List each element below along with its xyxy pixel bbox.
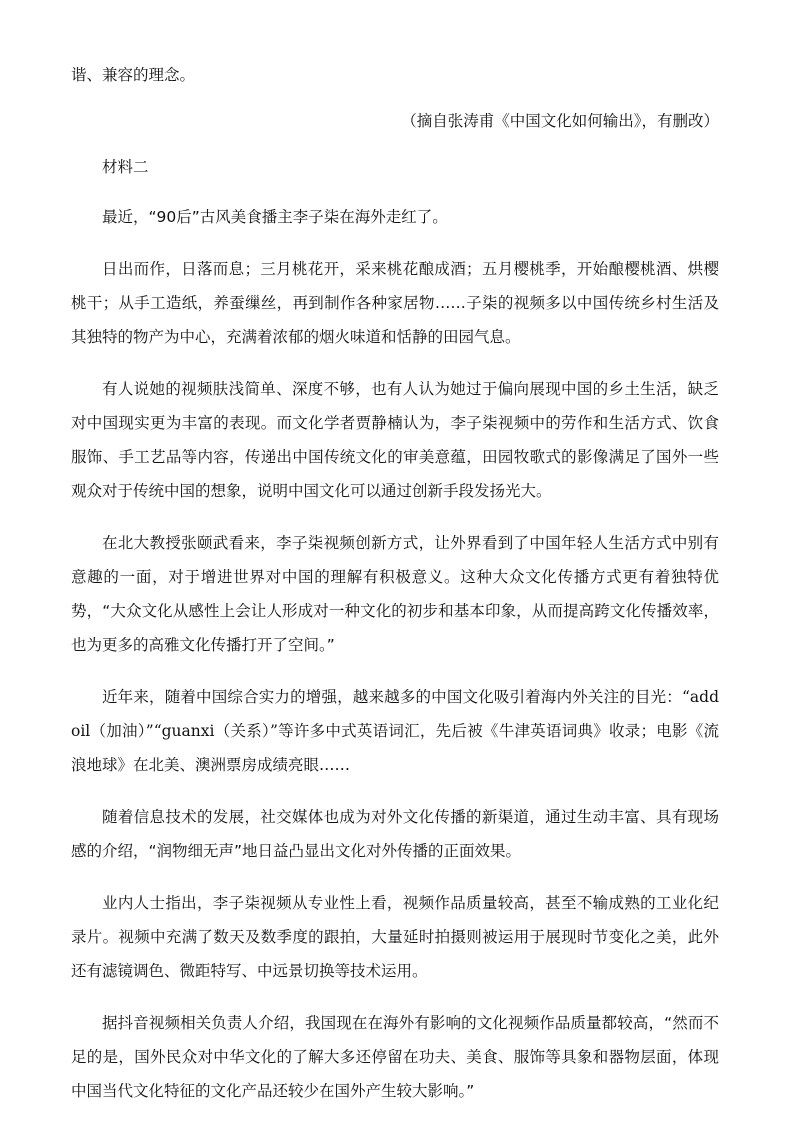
continuation-line: 谐、兼容的理念。 [71, 66, 196, 84]
paragraph-8: 据抖音视频相关负责人介绍，我国现在在海外有影响的文化视频作品质量都较高，“然而不足的是，国外民众对中华文化的了解大多还停留在功夫、美食、服饰等具象和器物层面，体现中国当代文化特征的文化产品还较少在国外产生较大影响。” [71, 1014, 719, 1100]
source-citation: （摘自张涛甫《中国文化如何输出》，有删改） [401, 112, 719, 130]
document-page [71, 58, 719, 1126]
paragraph-2: 日出而作，日落而息；三月桃花开，采来桃花酿成酒；五月樱桃季，开始酿樱桃酒、烘樱桃干；从手工造纸，养蚕缫丝，再到制作各种家居物……子柒的视频多以中国传统乡村生活及其独特的物产为中心，充满着浓郁的烟火味道和恬静的田园气息。 [71, 260, 719, 346]
section-title: 材料二 [102, 158, 149, 176]
paragraph-5: 近年来，随着中国综合实力的增强，越来越多的中国文化吸引着海内外关注的目光：“addoil（加油）”“guanxi（关系）”等许多中式英语词汇，先后被《牛津英语词典》收录；电影《流浪地球》在北美、澳洲票房成绩亮眼…… [71, 688, 719, 774]
paragraph-3: 有人说她的视频肤浅简单、深度不够，也有人认为她过于偏向展现中国的乡土生活，缺乏对中国现实更为丰富的表现。而文化学者贾静楠认为，李子柒视频中的劳作和生活方式、饮食服饰、手工艺品等内容，传递出中国传统文化的审美意蕴，田园牧歌式的影像满足了国外一些观众对于传统中国的想象，说明中国文化可以通过创新手段发扬光大。 [71, 380, 719, 500]
paragraph-1: 最近，“90后”古风美食播主李子柒在海外走红了。 [102, 208, 448, 226]
paragraph-7: 业内人士指出，李子柒视频从专业性上看，视频作品质量较高，甚至不输成熟的工业化纪录片。视频中充满了数天及数季度的跟拍，大量延时拍摄则被运用于展现时节变化之美，此外还有滤镜调色、微距特写、中远景切换等技术运用。 [71, 894, 719, 980]
paragraph-4: 在北大教授张颐武看来，李子柒视频创新方式，让外界看到了中国年轻人生活方式中别有意趣的一面，对于增进世界对中国的理解有积极意义。这种大众文化传播方式更有着独特优势，“大众文化从感性上会让人形成对一种文化的初步和基本印象，从而提高跨文化传播效率，也为更多的高雅文化传播打开了空间。” [71, 534, 719, 654]
paragraph-6: 随着信息技术的发展，社交媒体也成为对外文化传播的新渠道，通过生动丰富、具有现场感的介绍，“润物细无声”地日益凸显出文化对外传播的正面效果。 [71, 808, 719, 860]
